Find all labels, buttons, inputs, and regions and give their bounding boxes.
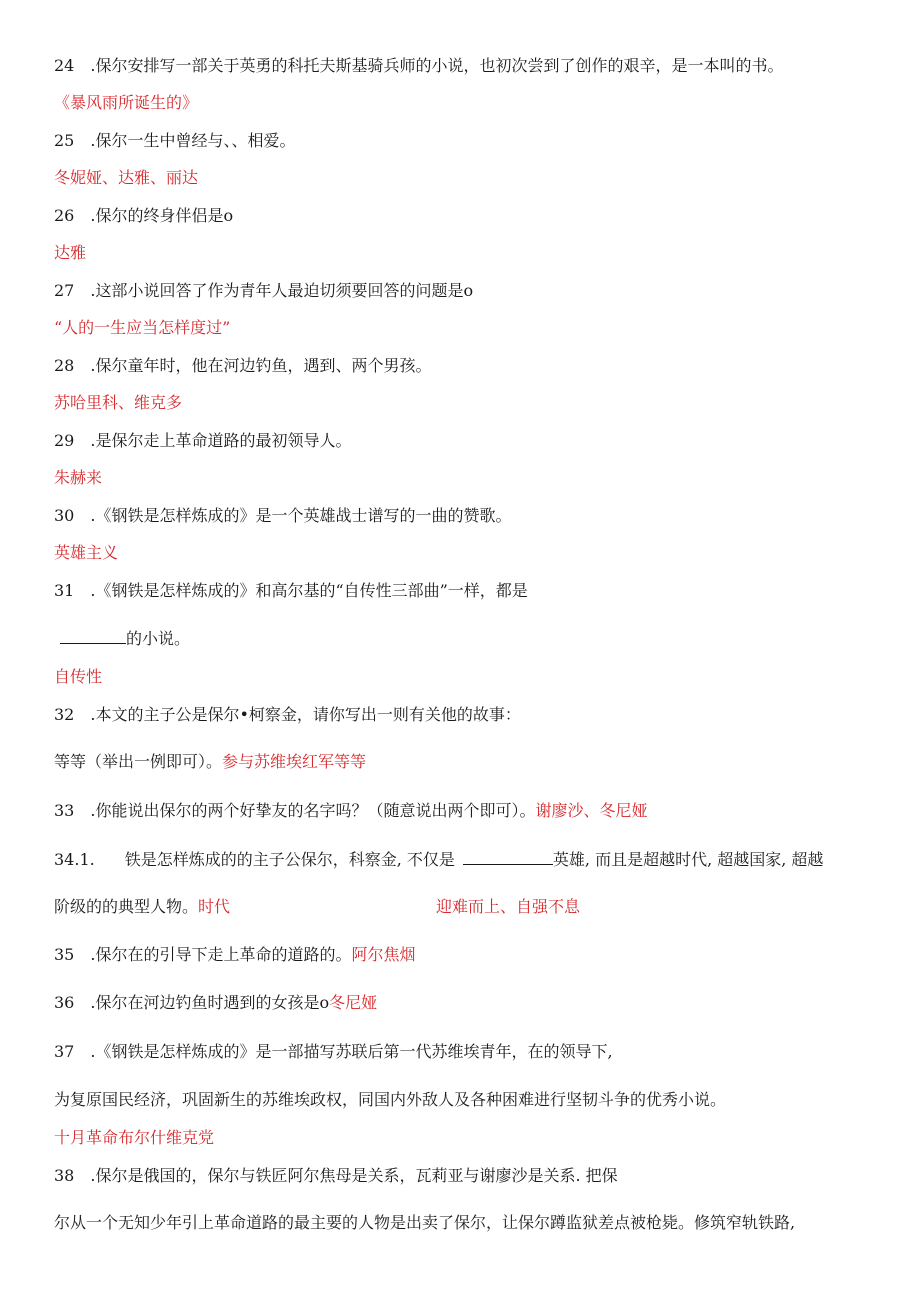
question-33: 33 .你能说出保尔的两个好挚友的名字吗？（随意说出两个即可）。 [54, 801, 536, 820]
answer-35: 阿尔焦烟 [351, 945, 416, 964]
question-33-line [54, 801, 647, 821]
question-37-continuation: 为复原国民经济，巩固新生的苏维埃政权，同国内外敌人及各种困难进行坚韧斗争的优秀小说。 [54, 1090, 727, 1109]
fill-blank [60, 629, 126, 644]
question-34-number: 34.1. [54, 850, 95, 869]
answer-27: “人的一生应当怎样度过” [54, 318, 231, 337]
question-27: 27 .这部小说回答了作为青年人最迫切须要回答的问题是o [54, 281, 474, 300]
question-34 [54, 850, 823, 870]
answer-32: 参与苏维埃红军等等 [222, 752, 367, 771]
question-38: 38 .保尔是俄国的，保尔与铁匠阿尔焦母是关系，瓦莉亚与谢廖沙是关系. 把保 [54, 1166, 618, 1185]
question-32: 32 .本文的主子公是保尔•柯察金，请你写出一则有关他的故事： [54, 705, 521, 724]
question-26: 26 .保尔的终身伴侣是o [54, 206, 234, 225]
answer-24: 《暴风雨所诞生的》 [54, 93, 199, 112]
question-38-continuation: 尔从一个无知少年引上革命道路的最主要的人物是出卖了保尔，让保尔蹲监狱差点被枪毙。修筑窄轨铁路, [54, 1213, 796, 1232]
question-34-line2: 阶级的的典型人物。 [54, 897, 199, 916]
answer-29: 朱赫来 [54, 468, 103, 487]
question-32-continuation [54, 752, 366, 772]
question-31-continuation [60, 629, 190, 649]
question-34-text-a: 铁是怎样炼成的的主子公保尔，科察金, 不仅是 [124, 850, 455, 869]
question-24: 24 .保尔安排写一部关于英勇的科托夫斯基骑兵师的小说，也初次尝到了创作的艰辛，是一本叫的书。 [54, 56, 784, 75]
answer-26: 达雅 [54, 243, 87, 262]
answer-34b: 迎难而上、自强不息 [436, 897, 581, 916]
question-35-line [54, 945, 415, 965]
question-30: 30 .《钢铁是怎样炼成的》是一个英雄战士谱写的一曲的赞歌。 [54, 506, 512, 525]
question-37: 37 .《钢铁是怎样炼成的》是一部描写苏联后第一代苏维埃青年，在的领导下, [54, 1042, 613, 1061]
question-29: 29 .是保尔走上革命道路的最初领导人。 [54, 431, 352, 450]
answer-34a: 时代 [198, 897, 231, 916]
answer-30: 英雄主义 [54, 543, 119, 562]
question-36-line [54, 993, 377, 1013]
question-31-suffix: 的小说。 [126, 629, 191, 648]
answer-31: 自传性 [54, 667, 103, 686]
question-25: 25 .保尔一生中曾经与、、相爱。 [54, 131, 296, 150]
answer-36: 冬尼娅 [329, 993, 378, 1012]
question-28: 28 .保尔童年时，他在河边钓鱼，遇到、两个男孩。 [54, 356, 432, 375]
fill-blank [463, 850, 553, 865]
question-34-text-b: 英雄, 而且是超越时代, 超越国家, 超越 [552, 850, 824, 869]
answer-33: 谢廖沙、冬尼娅 [535, 801, 648, 820]
answer-25: 冬妮娅、达雅、丽达 [54, 168, 199, 187]
answer-28: 苏哈里科、维克多 [54, 393, 183, 412]
question-36: 36 .保尔在河边钓鱼时遇到的女孩是o [54, 993, 330, 1012]
question-31: 31 .《钢铁是怎样炼成的》和高尔基的“自传性三部曲”一样，都是 [54, 581, 528, 600]
question-32-text: 等等（举出一例即可）。 [54, 752, 223, 771]
question-35: 35 .保尔在的引导下走上革命的道路的。 [54, 945, 352, 964]
question-34-continuation [54, 897, 230, 917]
answer-37: 十月革命布尔什维克党 [54, 1128, 215, 1147]
